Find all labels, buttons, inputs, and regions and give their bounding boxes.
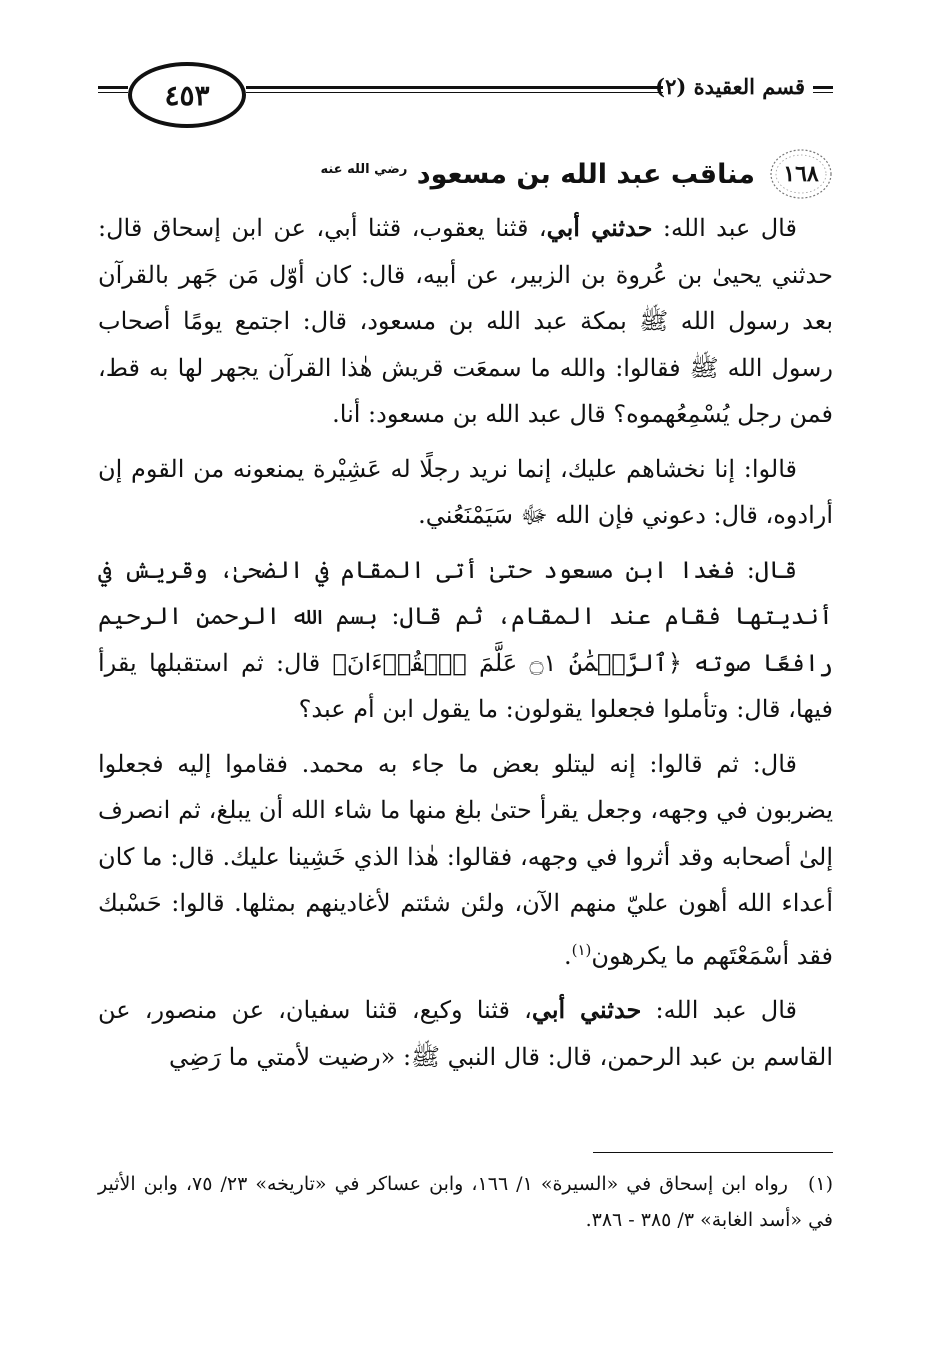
- paragraph: [98, 446, 833, 539]
- paragraph-text: قال: فغدا ابن مسعود حتىٰ أتى المقام في الضحىٰ، وقريش في أنديتها فقام عند المقام، ثم قال: بسم الله الرحمن الرحيم رافعًا صوته ﴿ٱلرَّحۡمَٰنُ ۝١ عَلَّمَ ٱلۡقُرۡءَانَ﴾ قال: ثم استقبلها يقرأ فيها، قال: وتأملوا فجعلوا يقولون: ما يقول ابن أم عبد؟: [98, 555, 833, 723]
- header-rule-right: [813, 86, 833, 93]
- footnote-reference: (١): [571, 940, 592, 959]
- chapter-title-line: [320, 159, 755, 190]
- footnote: [98, 1166, 833, 1238]
- header-rule-middle: [246, 86, 663, 93]
- page-header: [98, 62, 833, 132]
- paragraph: [98, 741, 833, 980]
- paragraph: [98, 547, 833, 733]
- chapter-number-badge: [769, 147, 833, 201]
- paragraph-text: .: [563, 941, 572, 970]
- paragraph-text: قال عبد الله:: [652, 214, 797, 242]
- page-number: ٤٥٣: [128, 62, 246, 128]
- paragraph-text: ، قثنا يعقوب، قثنا أبي، عن ابن إسحاق قال: حدثني يحيىٰ بن عُروة بن الزبير، عن أبيه، قال: كان أوّل مَن جَهر بالقرآن بعد رسول الله ﷺ بمكة عبد الله بن مسعود، قال: اجتمع يومًا أصحاب رسول الله ﷺ فقالوا: والله ما سمعَت قريش هٰذا القرآن يجهر لها به قط، فمن رجل يُسْمِعُهموه؟ قال عبد الله بن مسعود: أنا.: [98, 214, 833, 428]
- paragraph-text: قال عبد الله:: [641, 996, 797, 1024]
- narrator-chain-bold: حدثني أبي: [546, 213, 653, 242]
- footnote-text: رواه ابن إسحاق في «السيرة» ١/ ١٦٦، وابن عساكر في «تاريخه» ٢٣/ ٧٥، وابن الأثير في «أسد الغابة» ٣/ ٣٨٥ - ٣٨٦.: [98, 1173, 833, 1231]
- chapter-title: مناقب عبد الله بن مسعود: [416, 158, 755, 190]
- paragraph: [98, 987, 833, 1080]
- header-rule-left: [98, 86, 128, 93]
- paragraph-text: ، قثنا وكيع، قثنا سفيان، عن منصور، عن القاسم بن عبد الرحمن، قال: قال النبي ﷺ: «رضيت لأمتي ما رَضِي: [98, 996, 833, 1071]
- paragraph-text: قال: ثم قالوا: إنه ليتلو بعض ما جاء به محمد. فقاموا إليه فجعلوا يضربون في وجهه، وجعل يقرأ حتىٰ بلغ منها ما شاء الله أن يبلغ، ثم انصرف إلىٰ أصحابه وقد أثروا في وجهه، فقالوا: هٰذا الذي خَشِينا عليك. قال: ما كان أعداء الله أهون عليّ منهم الآن، ولئن شئتم لأغادينهم بمثلها. قالوا: حَسْبك فقد أسْمَعْتَهم ما يكرهون: [98, 749, 833, 970]
- footnote-marker: (١): [807, 1173, 833, 1195]
- chapter-number: ١٦٨: [783, 161, 819, 187]
- section-title: قسم العقيدة (٢): [655, 74, 805, 99]
- main-text: [98, 205, 833, 1088]
- narrator-chain-bold: حدثني أبي: [531, 995, 642, 1024]
- footnote-divider: [593, 1152, 833, 1153]
- honorific-icon: رضي الله عنه: [320, 161, 408, 177]
- paragraph: [98, 205, 833, 438]
- chapter-heading: [320, 146, 833, 202]
- paragraph-text: قالوا: إنا نخشاهم عليك، إنما نريد رجلًا له عَشِيْرة يمنعونه من القوم إن أرادوه، قال: دعوني فإن الله ﷻ سَيَمْنَعُني.: [98, 454, 833, 529]
